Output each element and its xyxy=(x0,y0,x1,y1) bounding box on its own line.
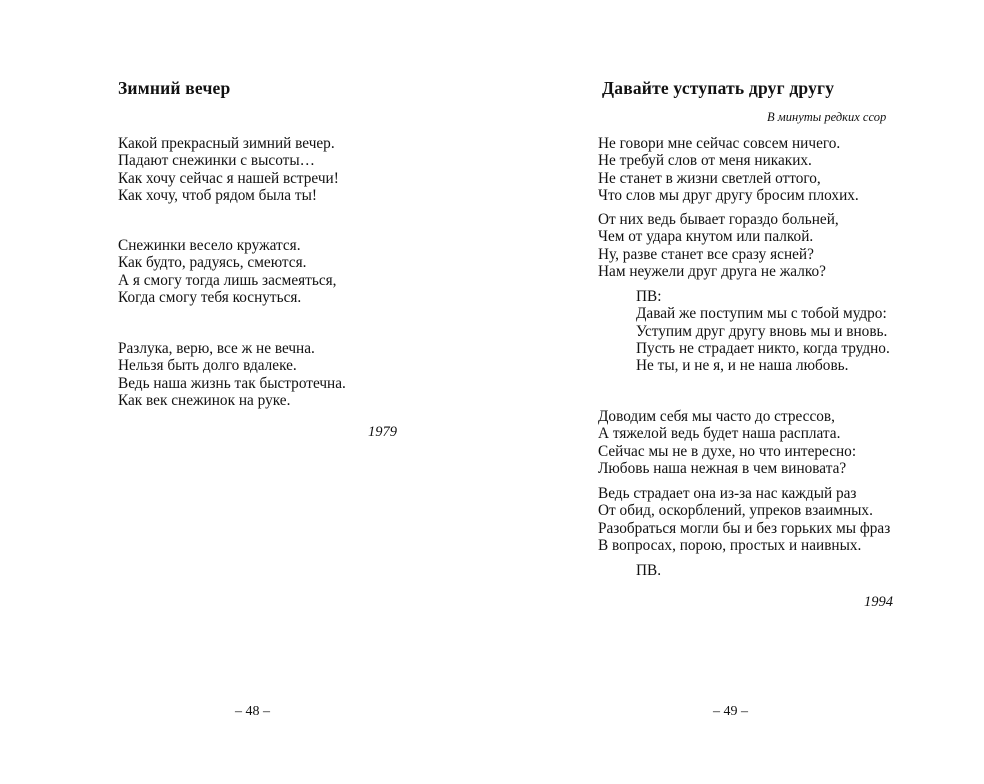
stanza xyxy=(118,135,339,204)
stanza xyxy=(598,408,856,477)
poem-line: А я смогу тогда лишь засмеяться, xyxy=(118,271,337,289)
poem-line: Ведь наша жизнь так быстротечна. xyxy=(118,374,346,392)
poem-line: Ну, разве станет все сразу ясней? xyxy=(598,245,814,263)
poem-line: Что слов мы друг другу бросим плохих. xyxy=(598,186,859,204)
poem-title: Зимний вечер xyxy=(118,78,231,98)
poem-line: Доводим себя мы часто до стрессов, xyxy=(598,408,835,425)
stanza-indented xyxy=(636,562,661,579)
poem-line: Сейчас мы не в духе, но что интересно: xyxy=(598,442,857,460)
stanza xyxy=(598,211,839,280)
poem-line: В вопросах, порою, простых и наивных. xyxy=(598,536,862,554)
poem-line: От обид, оскорблений, упреков взаимных. xyxy=(598,502,873,520)
poem-line: ПВ: xyxy=(636,288,662,305)
poem-line: Разобраться могли бы и без горьких мы фраз xyxy=(598,519,891,537)
stanza xyxy=(598,485,890,554)
stanza xyxy=(118,237,336,306)
poem-line: ПВ. xyxy=(636,562,662,579)
poem-line: Любовь наша нежная в чем виновата? xyxy=(598,459,847,477)
poem-line: Как хочу сейчас я нашей встречи! xyxy=(118,169,339,187)
poem-line: Нам неужели друг друга не жалко? xyxy=(598,262,826,280)
poem-title: Давайте уступать друг другу xyxy=(602,78,835,98)
poem-line: Уступим друг другу вновь мы и вновь. xyxy=(636,322,888,340)
epigraph: В минуты редких ссор xyxy=(767,110,887,124)
poem-line: Не станет в жизни светлей оттого, xyxy=(598,169,821,187)
poem-line: Разлука, верю, все ж не вечна. xyxy=(118,340,315,357)
stanza-indented xyxy=(636,288,890,374)
poem-line: Какой прекрасный зимний вечер. xyxy=(118,135,335,152)
poem-line: Не ты, и не я, и не наша любовь. xyxy=(636,357,849,375)
poem-line: Как будто, радуясь, смеются. xyxy=(118,254,307,272)
stanza xyxy=(118,340,346,409)
poem-line: Давай же поступим мы с тобой мудро: xyxy=(636,305,887,323)
poem-line: Пусть не страдает никто, когда трудно. xyxy=(636,339,890,357)
poem-line: Не говори мне сейчас совсем ничего. xyxy=(598,135,841,152)
poem-line: Нельзя быть долго вдалеке. xyxy=(118,357,297,375)
page-number: – 48 – xyxy=(235,704,270,719)
poem-year: 1979 xyxy=(368,424,397,440)
poem-line: Чем от удара кнутом или палкой. xyxy=(598,228,814,246)
poem-line: Снежинки весело кружатся. xyxy=(118,237,301,254)
poem-year: 1994 xyxy=(864,594,893,610)
poem-line: Когда смогу тебя коснуться. xyxy=(118,288,302,306)
poem-line: От них ведь бывает гораздо больней, xyxy=(598,211,839,228)
poem-line: Ведь страдает она из-за нас каждый раз xyxy=(598,485,857,502)
poem-line: Как хочу, чтоб рядом была ты! xyxy=(118,186,317,204)
poem-line: Не требуй слов от меня никаких. xyxy=(598,152,812,170)
poem-line: А тяжелой ведь будет наша расплата. xyxy=(598,425,841,443)
right-page xyxy=(492,0,984,784)
poem-line: Падают снежинки с высоты… xyxy=(118,152,315,170)
page-number: – 49 – xyxy=(713,704,748,719)
poem-line: Как век снежинок на руке. xyxy=(118,391,291,409)
stanza xyxy=(598,135,859,204)
